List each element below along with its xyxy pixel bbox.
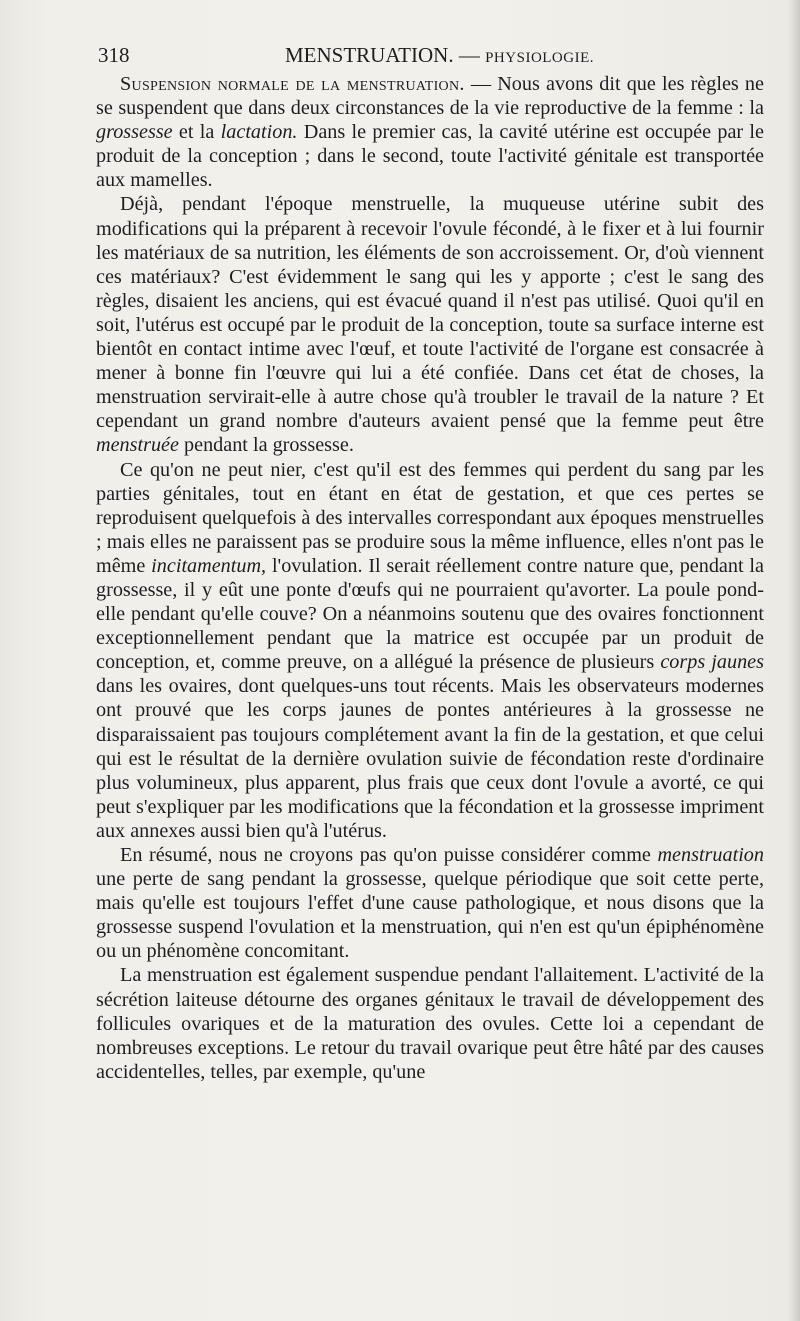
body-text — [96, 72, 764, 1084]
paragraph-4-text-1: En résumé, nous ne croyons pas qu'on puisse considérer comme — [120, 844, 658, 866]
page-edge-shadow — [788, 0, 800, 1321]
running-title-separator: — — [458, 43, 480, 67]
paragraph-3-text-1: Ce qu'on ne peut nier, c'est qu'il est des femmes qui perdent du sang par les parties génitales, tout en étant en état de gestation, et que ces pertes se reproduisent quelquefois à des intervalles correspondant aux époques menstruelles ; mais elles ne paraissent pas se produire sous la même influence, elles n'ont pas le même — [96, 458, 764, 577]
running-title-subtitle: PHYSIOLOGIE. — [485, 50, 595, 66]
paragraph-1-text-3: Dans le premier cas, la cavité utérine est occupée par le produit de la conception ; dans le second, toute l'activité génitale est transportée aux mamelles. — [96, 121, 765, 192]
paragraph-1 — [96, 72, 764, 192]
paragraph-4 — [96, 843, 764, 963]
running-title-main: MENSTRUATION. — [285, 43, 454, 67]
paragraph-3-text-3: dans les ovaires, dont quelques-uns tout récents. Mais les observateurs modernes ont prouvé que les corps jaunes de pontes antérieures à la grossesse ne disparaissaient pas toujours complétement avant la fin de la gestation, et que celui qui est le résultat de la dernière ovulation suivie de fécondation reste d'ordinaire plus volumineux, plus apparent, plus frais que ceux dont l'ovule a avorté, ce qui peut s'expliquer par les modifications que la fécondation et la grossesse impriment aux annexes aussi bien qu'à l'utérus. — [96, 675, 764, 842]
paragraph-4-text-2: une perte de sang pendant la grossesse, quelque périodique que soit cette perte, mais qu'elle est toujours l'effet d'une cause pathologique, et nous disons que la grossesse suspend l'ovulation et la menstruation, qui n'en est qu'un épiphénomène ou un phénomène concomitant. — [96, 868, 764, 963]
paragraph-5 — [96, 963, 764, 1083]
paragraph-2-text-2: pendant la grossesse. — [178, 434, 354, 457]
paragraph-1-text-2: et la — [172, 121, 221, 144]
section-heading: Suspension normale de la menstruation. — [120, 73, 465, 95]
emphasis-grossesse: grossesse — [96, 121, 173, 144]
paragraph-1-text-1: — Nous avons dit que les règles ne se suspendent que dans deux circonstances de la vie reproductive de la femme : la — [96, 73, 764, 120]
running-header — [98, 40, 768, 70]
emphasis-menstruee: menstruée — [96, 434, 179, 457]
paragraph-2 — [96, 192, 764, 457]
paragraph-3 — [96, 458, 764, 844]
emphasis-corps-jaunes: corps jaunes — [660, 651, 764, 674]
paragraph-2-text-1: Déjà, pendant l'époque menstruelle, la muqueuse utérine subit des modifications qui la préparent à recevoir l'ovule fécondé, à le fixer et à lui fournir les matériaux de sa nutrition, les éléments de son accroissement. Or, d'où viennent ces matériaux? C'est évidemment le sang qui les y apporte ; c'est le sang des règles, disaient les anciens, qui est évacué quand il n'est pas utilisé. Quoi qu'il en soit, l'utérus est occupé par le produit de la conception, toute sa surface interne est bientôt en contact intime avec l'œuf, et toute l'activité de l'organe est consacrée à mener à bonne fin l'œuvre qui lui a été confiée. Dans cet état de choses, la menstruation servirait-elle à autre chose qu'à troubler le travail de la nature ? Et cependant un grand nombre d'auteurs avaient pensé que la femme peut être — [96, 193, 764, 433]
emphasis-lactation: lactation. — [220, 121, 298, 144]
paragraph-3-text-2: l'ovulation. Il serait réellement contre nature que, pendant la grossesse, il y eût une ponte d'œufs qui ne pourraient qu'avorter. La poule pond-elle pendant qu'elle couve? On a néanmoins soutenu que des ovaires fonctionnent exceptionnellement pendant que la matrice est occupée par un produit de conception, et, comme preuve, on a allégué la présence de plusieurs — [96, 554, 765, 674]
emphasis-incitamentum: incitamentum, — [151, 554, 267, 577]
page-number: 318 — [98, 43, 130, 67]
running-title — [285, 40, 594, 73]
paragraph-5-text-1: La menstruation est également suspendue pendant l'allaitement. L'activité de la sécrétion laiteuse détourne des organes génitaux le travail de développement des follicules ovariques et de la maturation des ovules. Cette loi a cependant de nombreuses exceptions. Le retour du travail ovarique peut être hâté par des causes accidentelles, telles, par exemple, qu'une — [96, 964, 764, 1083]
emphasis-menstruation: menstruation — [657, 844, 764, 866]
